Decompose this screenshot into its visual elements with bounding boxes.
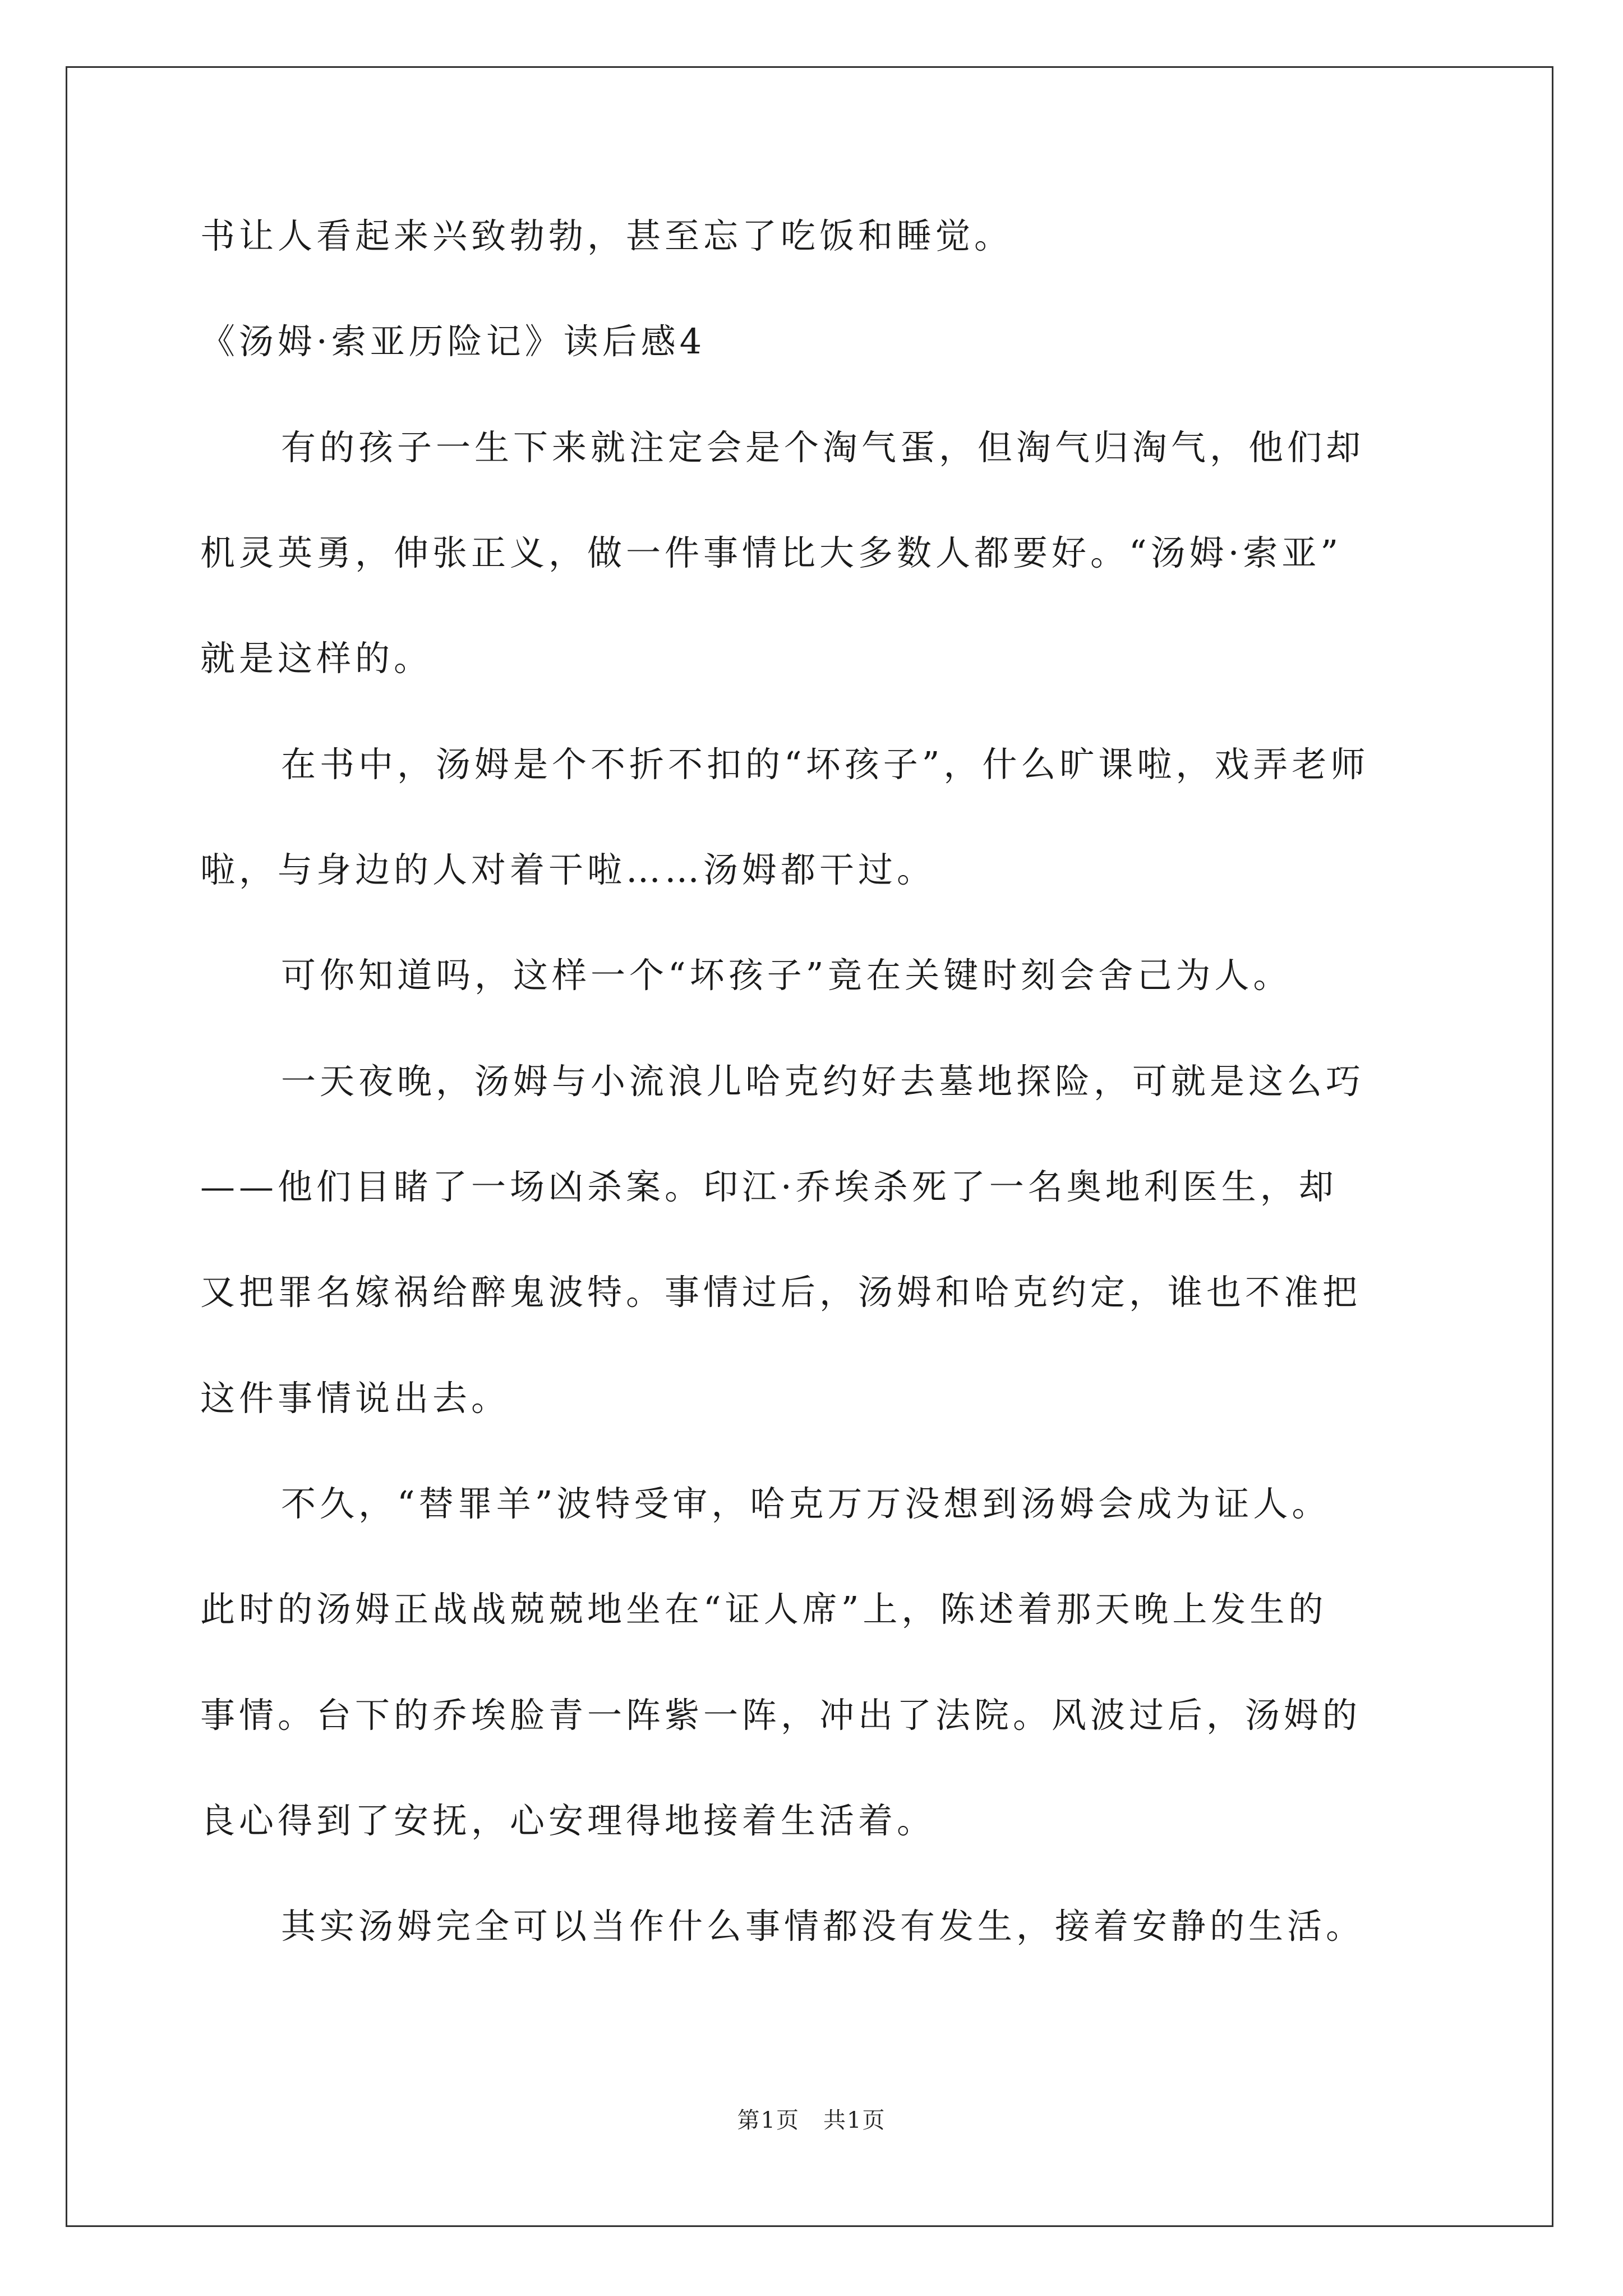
text-line: 有的孩子一生下来就注定会是个淘气蛋，但淘气归淘气，他们却 bbox=[281, 427, 1365, 468]
section-heading: 《汤姆·索亚历险记》读后感4 bbox=[200, 321, 706, 362]
text-line: 又把罪名嫁祸给醉鬼波特。事情过后，汤姆和哈克约定，谁也不准把 bbox=[200, 1272, 1362, 1313]
text-line: 其实汤姆完全可以当作什么事情都没有发生，接着安静的生活。 bbox=[281, 1906, 1365, 1947]
text-line: 书让人看起来兴致勃勃，甚至忘了吃饭和睡觉。 bbox=[200, 215, 1013, 256]
page-border bbox=[66, 66, 1553, 2227]
text-line: 此时的汤姆正战战兢兢地坐在“证人席”上，陈述着那天晚上发生的 bbox=[200, 1589, 1327, 1630]
text-line: 在书中，汤姆是个不折不扣的“坏孩子”，什么旷课啦，戏弄老师 bbox=[281, 744, 1370, 785]
text-line: ——他们目睹了一场凶杀案。印江·乔埃杀死了一名奥地利医生，却 bbox=[200, 1166, 1338, 1207]
text-line: 事情。台下的乔埃脸青一阵紫一阵，冲出了法院。风波过后，汤姆的 bbox=[200, 1695, 1362, 1736]
text-line: 就是这样的。 bbox=[200, 638, 433, 679]
text-line: 可你知道吗，这样一个“坏孩子”竟在关键时刻会舍己为人。 bbox=[281, 955, 1292, 996]
text-line: 机灵英勇，伸张正义，做一件事情比大多数人都要好。“汤姆·索亚” bbox=[200, 532, 1343, 573]
text-line: 不久，“替罪羊”波特受审，哈克万万没想到汤姆会成为证人。 bbox=[281, 1483, 1331, 1524]
page-footer: 第1页 共1页 bbox=[737, 2108, 886, 2133]
text-line: 啦，与身边的人对着干啦……汤姆都干过。 bbox=[200, 849, 936, 890]
text-line: 一天夜晚，汤姆与小流浪儿哈克约好去墓地探险，可就是这么巧 bbox=[281, 1061, 1365, 1102]
text-line: 良心得到了安抚，心安理得地接着生活着。 bbox=[200, 1800, 936, 1841]
text-line: 这件事情说出去。 bbox=[200, 1378, 510, 1419]
